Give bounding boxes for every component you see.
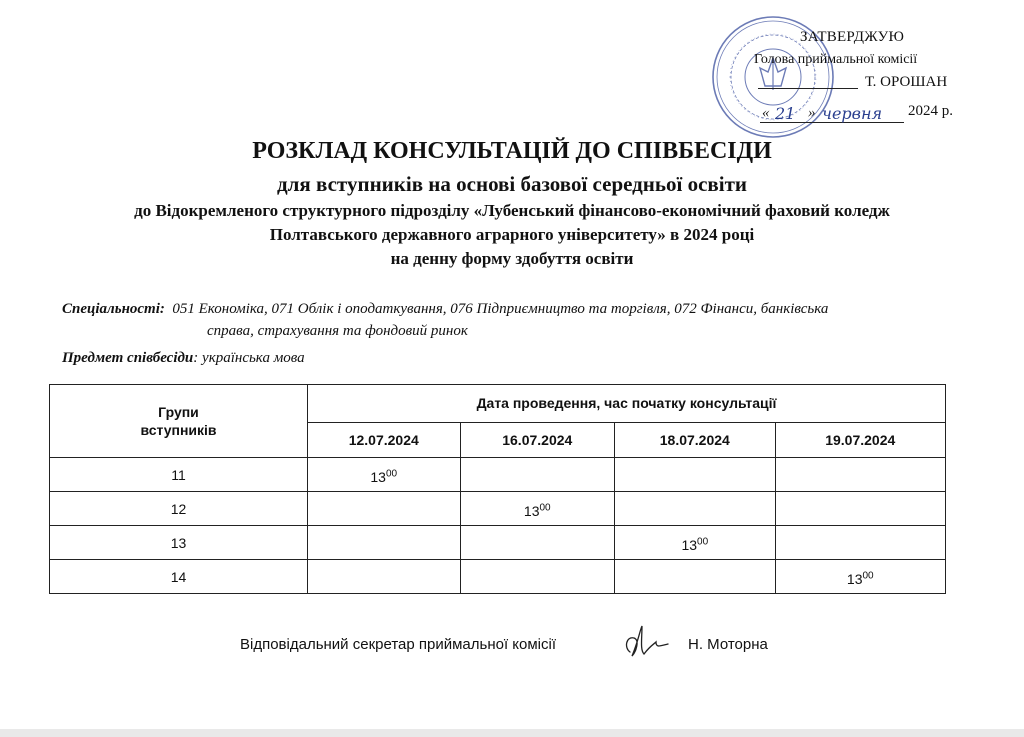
schedule-table — [49, 384, 946, 594]
empty-cell — [460, 458, 615, 492]
date-header-3: 18.07.2024 — [615, 422, 775, 458]
group-header-line-1: Групи — [158, 404, 199, 420]
table-row — [50, 492, 946, 526]
approval-name: Т. ОРОШАН — [865, 74, 948, 90]
empty-cell — [775, 492, 945, 526]
specialties-text-line-2: справа, страхування та фондовий ринок — [207, 323, 468, 339]
approval-role: Голова приймальної комісії — [754, 52, 918, 67]
table-header-row — [50, 385, 946, 423]
time-cell: $13^{00}$ — [307, 458, 460, 492]
institution-line-1: до Відокремленого структурного підрозділу «Лубенський фінансово-економічний фаховий коледж — [134, 201, 890, 220]
institution-line-2: Полтавського державного аграрного університету» в 2024 році — [269, 225, 755, 244]
group-cell: 12 — [50, 492, 308, 526]
empty-cell — [615, 492, 775, 526]
empty-cell — [307, 492, 460, 526]
empty-cell — [615, 560, 775, 594]
approval-title: ЗАТВЕРДЖУЮ — [800, 29, 905, 45]
empty-cell — [460, 526, 615, 560]
approval-date-month: червня — [822, 104, 883, 123]
empty-cell — [775, 526, 945, 560]
subject-label: Предмет співбесіди — [62, 350, 194, 366]
group-cell: 14 — [50, 560, 308, 594]
empty-cell — [615, 458, 775, 492]
page-bottom-edge — [0, 729, 1024, 737]
dates-column-header: Дата проведення, час початку консультації — [307, 385, 945, 423]
table-row — [50, 560, 946, 594]
date-header-2: 16.07.2024 — [460, 422, 615, 458]
group-cell: 13 — [50, 526, 308, 560]
specialties-label: Спеціальності: — [62, 301, 165, 317]
date-quote-close: » — [808, 105, 816, 121]
date-header-1: 12.07.2024 — [307, 422, 460, 458]
approval-block — [740, 26, 980, 136]
document-title: РОЗКЛАД КОНСУЛЬТАЦІЙ ДО СПІВБЕСІДИ — [252, 138, 772, 164]
document-subtitle: для вступників на основі базової середньої освіти — [277, 172, 747, 196]
approval-date-day: 21 — [775, 104, 796, 123]
subject-block — [62, 350, 305, 367]
subject-separator: : — [193, 350, 199, 366]
table-row — [50, 526, 946, 560]
time-cell: $13^{00}$ — [460, 492, 615, 526]
approval-signature-line — [758, 88, 858, 89]
empty-cell — [775, 458, 945, 492]
specialties-text-line-1: 051 Економіка, 071 Облік і оподаткування, 076 Підприємництво та торгівля, 072 Фінанси, банківська — [172, 301, 829, 317]
empty-cell — [307, 560, 460, 594]
table-row — [50, 458, 946, 492]
date-quote-open: « — [762, 105, 770, 121]
subject-value: українська мова — [202, 350, 305, 366]
time-cell: $13^{00}$ — [615, 526, 775, 560]
secretary-role: Відповідальний секретар приймальної комісії — [240, 636, 556, 653]
signature-icon — [620, 622, 676, 664]
secretary-name: Н. Моторна — [688, 636, 768, 653]
empty-cell — [307, 526, 460, 560]
empty-cell — [460, 560, 615, 594]
approval-date-year: 2024 р. — [908, 103, 953, 119]
time-cell: $13^{00}$ — [775, 560, 945, 594]
group-header-line-2: вступників — [140, 422, 217, 438]
group-cell: 11 — [50, 458, 308, 492]
study-form-line: на денну форму здобуття освіти — [390, 249, 634, 268]
date-header-4: 19.07.2024 — [775, 422, 945, 458]
specialties-block — [62, 298, 982, 342]
group-column-header — [50, 385, 308, 458]
